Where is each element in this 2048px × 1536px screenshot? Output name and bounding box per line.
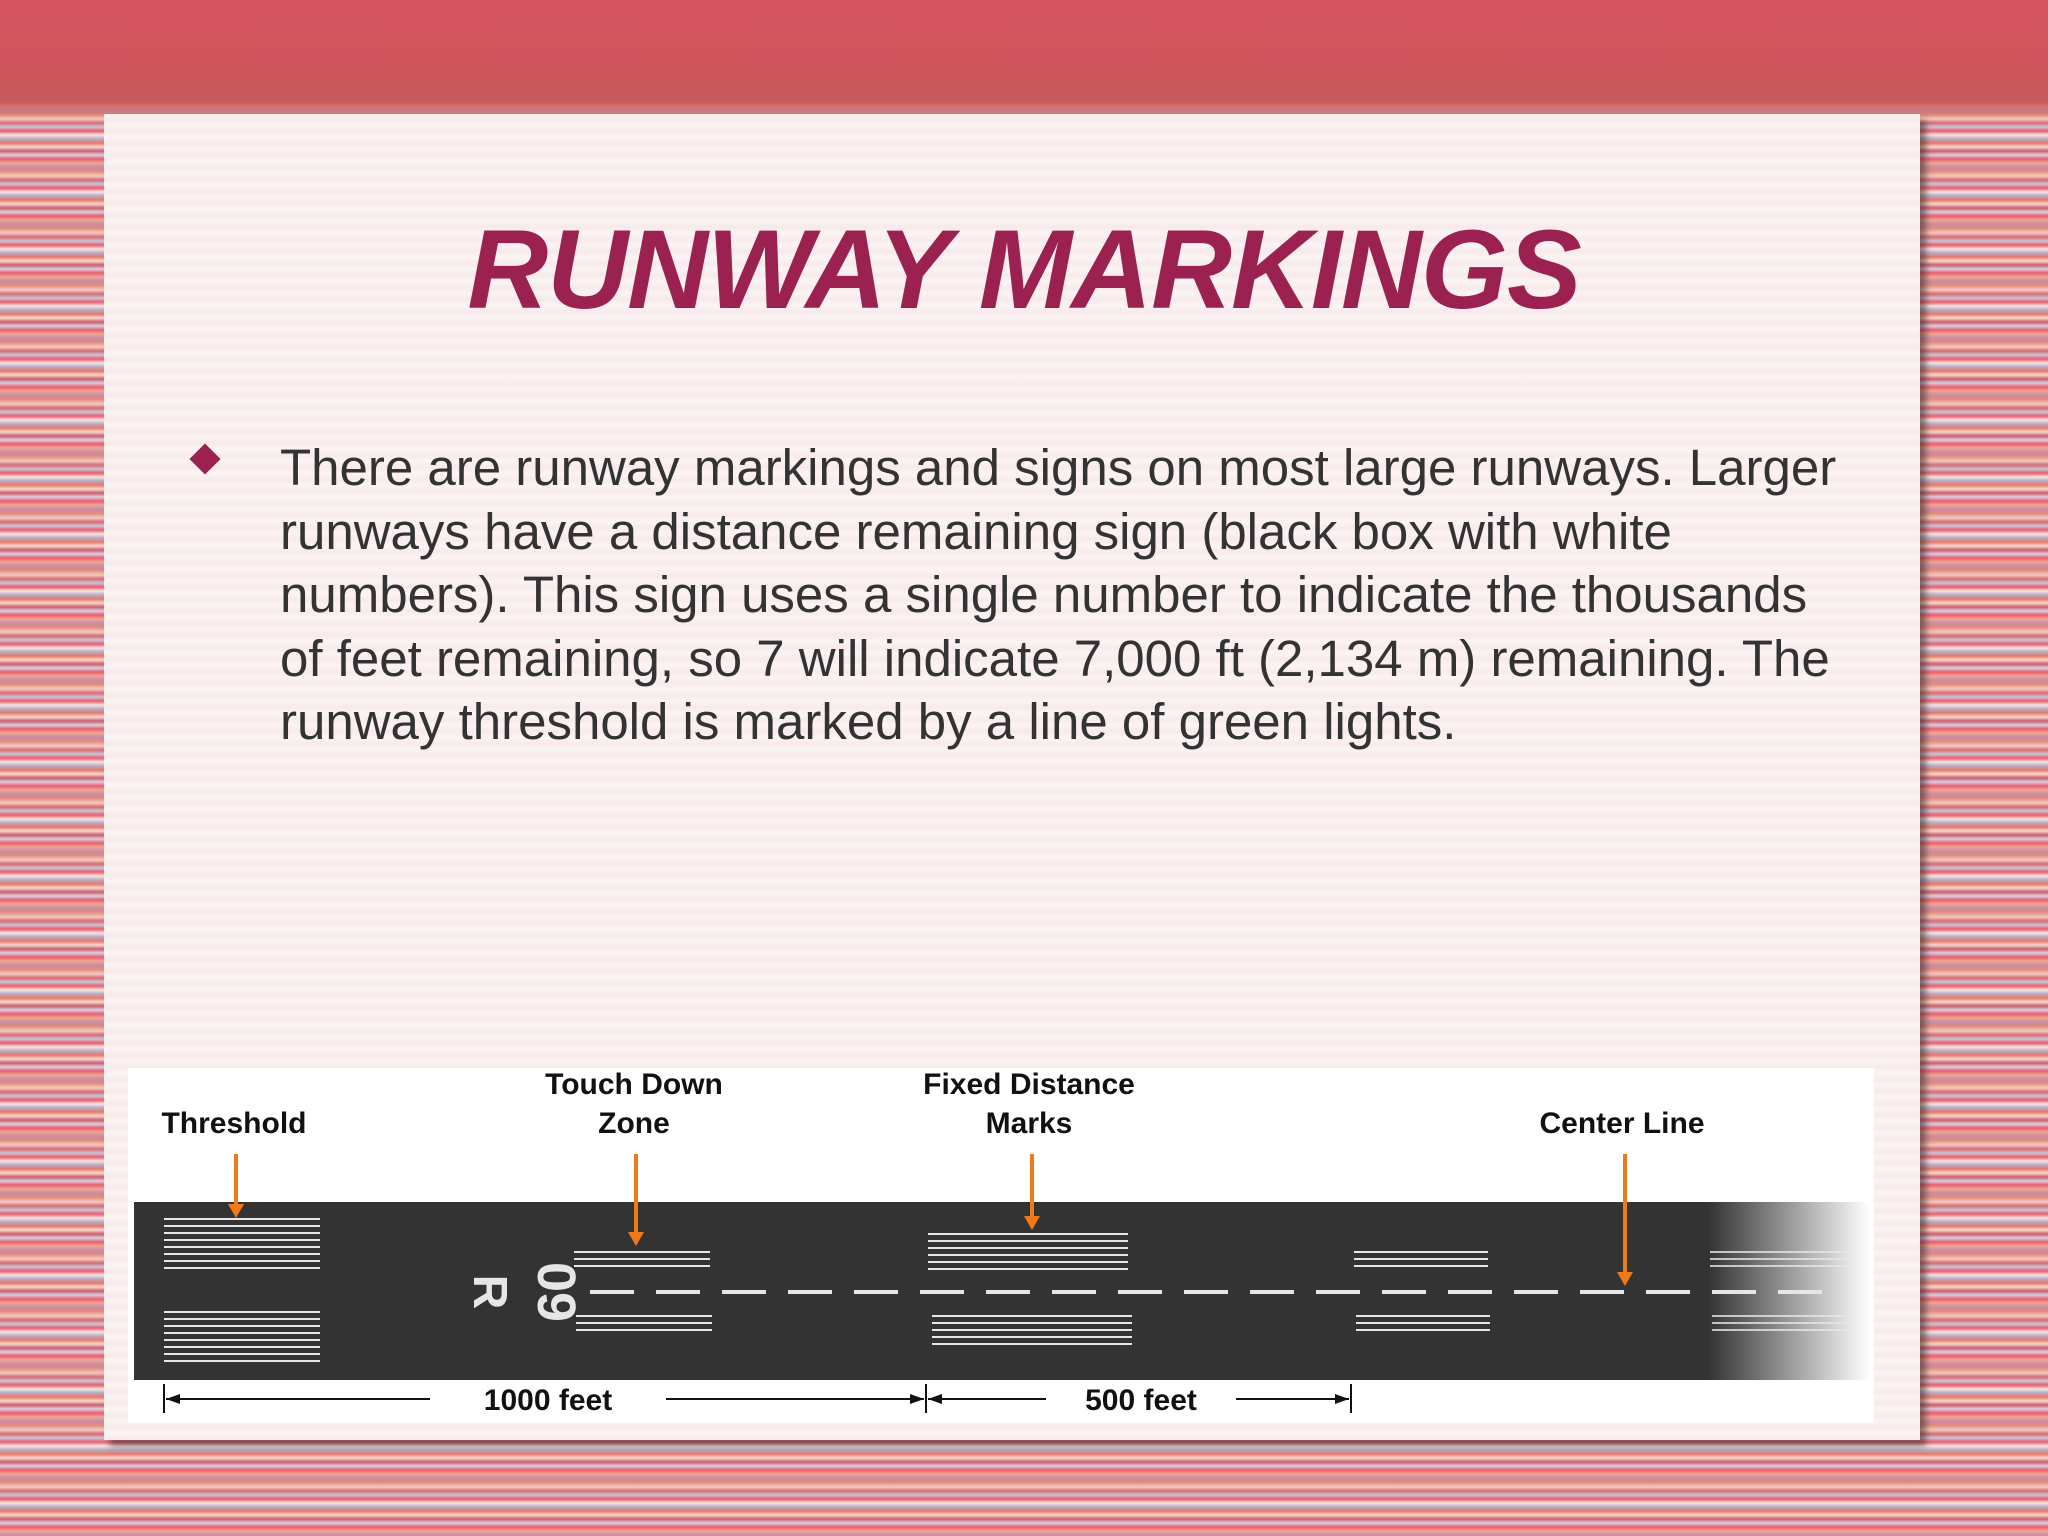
runway-markings-diagram	[128, 1068, 1874, 1423]
label-fixed-distance-line2: Marks	[985, 1107, 1073, 1140]
dimension-1000-feet: 1000 feet	[483, 1384, 613, 1417]
runway-letter: R	[463, 1274, 516, 1310]
label-threshold: Threshold	[161, 1107, 307, 1140]
label-touchdown-line2: Zone	[598, 1107, 670, 1140]
label-fixed-distance-line1: Fixed Distance	[923, 1068, 1135, 1101]
label-touchdown-line1: Touch Down	[545, 1068, 723, 1101]
label-center-line: Center Line	[1539, 1107, 1705, 1140]
dimension-500-feet: 500 feet	[1085, 1384, 1197, 1417]
runway-number: 09	[526, 1261, 586, 1323]
slide-title: RUNWAY MARKINGS	[467, 207, 1581, 332]
bullet-text: There are runway markings and signs on most large runways. Larger runways have a distance remaining sign (black box with white numbers). This sign uses a single number to indicate the thousands of feet remaining, so 7 will indicate 7,000 ft (2,134 m) remaining. The runway threshold is marked by a line of green lights.	[280, 439, 1837, 750]
